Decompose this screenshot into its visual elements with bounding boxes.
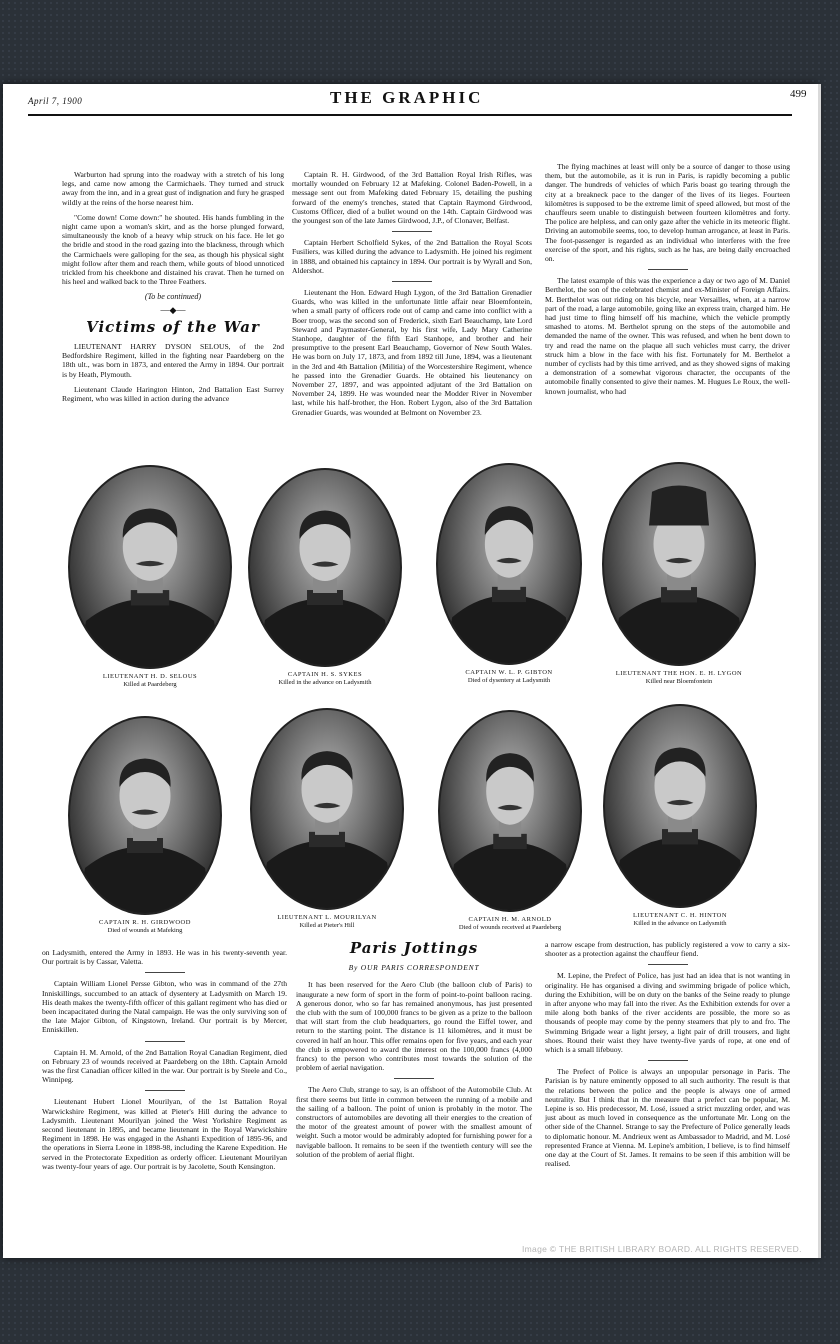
issue-date: April 7, 1900: [28, 96, 83, 106]
story-paragraph: The latest example of this was the experience a day or two ago of M. Daniel Berthelot, the son of the celebrated chemist and ex-Minister of Foreign Affairs. M. Berthelot was out riding on his bicycle, near Versailles, when, at a narrow part of the road, a large automobile, going like an express train, charged him. He had just time to fling himself off his machine, which the vehicle promptly smashed to atoms. M. Berthelot sprung on the steps of the automobile and demanded the name of the owner. This was refused, and when he bent down to try and read the name on the plaque all such vehicles must carry, the driver struck him a blow in the face with his fist. Fortunately for M. Berthelot a number of cyclists had by this time arrived, and as they showed signs of making a demonstration of a somewhat vigorous character, the occupants of the automobile finally consented to give their names. M. Hugues Le Roux, the well-known journalist, who had: [545, 276, 790, 396]
portrait-photo: [436, 463, 582, 665]
portrait-caption-note: Killed at Paardeberg: [123, 681, 177, 688]
story-paragraph: The Aero Club, strange to say, is an offshoot of the Automobile Club. At first there seems but little in common between the running of a mobile and the sailing of a balloon. The point of union is probably in the motor. The constructors of automobiles are devoting all their energies to the creation of the motor of the greatest amount of power with the smallest amount of weight. Such a motor would be admirably adopted for furnishing power for a navigable balloon. It remains to be seen if the twentieth century will see the solution of the problem of aerial flight.: [296, 1085, 532, 1159]
portrait-caption-note: Killed in the advance on Ladysmith: [633, 920, 727, 927]
portrait-photo: [603, 704, 757, 908]
portrait-photo: [250, 708, 404, 910]
portrait-5: [50, 716, 240, 935]
story-paragraph: It has been reserved for the Aero Club (the balloon club of Paris) to inaugurate a new form of sport in the form of point-to-point balloon racing. A generous donor, who so far has remained anonymous, has just presented the club with the sum of 100,000 francs to be given as a prize to the balloon that will start from the club headquarters, go round the Eiffel tower, and return to the starting point. The distance is 11 kilomètres, and it must be covered in half an hour. This offer remains open for five years, and each year the club is empowered to award the interest on the 100,000 francs (4,000 francs) to the person who contributes most towards the solution of the problem of aerial navigation.: [296, 980, 532, 1073]
page-number: 499: [790, 88, 807, 100]
obituary-paragraph: Captain R. H. Girdwood, of the 3rd Battalion Royal Irish Rifles, was mortally wounded on February 12 at Mafeking. Colonel Baden-Powell, in a message sent out from Mafeking dated February 15, detailing the pushing forward of the enemy's trenches, stated that Captain Raymond Girdwood, Customs Officer, died of a bullet wound on the 14th. Captain Girdwood was the youngest son of the late James Girdwood, J.P., of Clonaver, Belfast.: [292, 170, 532, 226]
obituary-paragraph: Lieutenant Hubert Lionel Mourilyan, of the 1st Battalion Royal Warwickshire Regiment, was killed at Pieter's Hill during the advance to Ladysmith. Lieutenant Mourilyan joined the West Yorkshire Regiment as second lieutenant in 1895, and became lieutenant in the Royal Warwickshire Regiment in 1898. He was engaged in the Ashanti Expedition of 1895-96, and the operations in Sierra Leone in 1898-98, including the Karene Expedition. He served in the Protectorate Expedition as orderly officer. Lieutenant Mourilyan was twenty-four years of age. Our portrait is by Jacolette, South Kensington.: [42, 1097, 287, 1171]
portrait-caption-name: CAPTAIN H. M. ARNOLD: [468, 916, 552, 923]
column-3-bottom: [545, 940, 790, 1174]
masthead-title: THE GRAPHIC: [330, 88, 484, 107]
column-2-top: [292, 170, 532, 423]
byline: By OUR PARIS CORRESPONDENT: [348, 963, 480, 973]
soldier-silhouette: [70, 467, 230, 667]
column-1-top: [62, 170, 284, 409]
soldier-silhouette: [250, 470, 400, 665]
portrait-caption-note: Died of wounds received at Paardeberg: [458, 924, 562, 931]
story-paragraph: M. Lepine, the Prefect of Police, has just had an idea that is not wanting in originality. He has organised a diving and swimming brigade of police which, during the Exhibition, will be on duty on the banks of the Seine ready to plunge in after anyone who may fall into the river. As the Exhibition extends for over a mile along both banks of the river accidents are possible, the more so as thousands of people may come by the penny steamers that ply to and fro. The Swimming Brigade wear a light jersey, a light pair of drill trousers, and light shoes. Round their waist they have twenty-five yards of rope, at one end of which is a small lifebuoy.: [545, 971, 790, 1055]
soldier-silhouette: [252, 710, 402, 908]
portrait-caption-name: LIEUTENANT C. H. HINTON: [632, 912, 728, 919]
divider-rule: [648, 964, 688, 965]
divider-rule: [648, 269, 688, 270]
divider-rule: [145, 1090, 185, 1091]
portrait-7: [415, 710, 605, 932]
section-heading-victims: Victims of the War: [86, 317, 260, 336]
portrait-8: [580, 704, 780, 928]
divider-rule: [392, 231, 432, 232]
soldier-silhouette: [70, 718, 220, 913]
divider-rule: [648, 1060, 688, 1061]
page-edge: [818, 84, 821, 1258]
soldier-silhouette: [440, 712, 580, 910]
copyright-watermark: Image © THE BRITISH LIBRARY BOARD. ALL RIGHTS RESERVED.: [522, 1244, 802, 1254]
portrait-caption-note: Died of dysentery at Ladysmith: [467, 677, 551, 684]
story-paragraph: "Come down! Come down:" he shouted. His hands fumbling in the night came upon a woman's skirt, and as the horse plunged forward, simultaneously the knob of a heavy whip struck on his face. He let go the bridle and stood in the road gazing into the blackness, through which the Carmichaels were galloping for the sea, as though his physical sight might follow after them and reach them, while gouts of blood unnoticed trickled from his cheekbone and distained his cravat. Then he turned on his heel and walked back to the Three Feathers.: [62, 212, 284, 287]
portrait-1: [55, 465, 245, 689]
obituary-paragraph: Captain Herbert Scholfield Sykes, of the 2nd Battalion the Royal Scots Fusiliers, was killed during the advance to Ladysmith. He joined his regiment in 1888, and obtained his captaincy in 1894. Our portrait is by Wyrall and Son, Aldershot.: [292, 238, 532, 275]
portrait-caption-name: CAPTAIN R. H. GIRDWOOD: [99, 919, 191, 926]
soldier-silhouette: [604, 464, 754, 664]
column-3-top: [545, 162, 790, 402]
portrait-caption-name: LIEUTENANT L. MOURILYAN: [277, 914, 377, 921]
divider-rule: [392, 281, 432, 282]
obituary-paragraph: Captain H. M. Arnold, of the 2nd Battalion Royal Canadian Regiment, died on February 23 of wounds received at Paardeberg on the 18th. Captain Arnold was the first Canadian officer killed in the war. Our portrait is by Steele and Co., Winnipeg.: [42, 1047, 287, 1085]
to-be-continued: (To be continued): [144, 292, 202, 302]
obituary-paragraph: Lieutenant Claude Harington Hinton, 2nd Battalion East Surrey Regiment, who was killed in action during the advance: [62, 384, 284, 404]
portrait-caption-note: Killed at Pieter's Hill: [299, 922, 355, 929]
portrait-caption-name: CAPTAIN H. S. SYKES: [287, 671, 363, 678]
story-paragraph: a narrow escape from destruction, has publicly registered a vow to carry a six-shooter as a protection against the chauffeur fiend.: [545, 940, 790, 959]
section-heading-paris-jottings: Paris Jottings: [349, 939, 479, 957]
portrait-caption-name: LIEUTENANT THE HON. E. H. LYGON: [615, 670, 743, 677]
portrait-caption-name: LIEUTENANT H. D. SELOUS: [102, 673, 198, 680]
portrait-4: [579, 462, 779, 686]
ornament-divider: —◆—: [160, 304, 186, 315]
portrait-6: [232, 708, 422, 930]
portrait-3: [414, 463, 604, 685]
portrait-photo: [68, 716, 222, 915]
obituary-paragraph: on Ladysmith, entered the Army in 1893. He was in his twenty-seventh year. Our portrait is by Cassar, Valetta.: [42, 948, 287, 967]
header-rule: [28, 114, 792, 116]
column-2-bottom: [296, 939, 532, 1165]
portrait-photo: [68, 465, 232, 669]
story-paragraph: Warburton had sprung into the roadway with a stretch of his long legs, and came now among the Carmichaels. They turned and struck away from the inn, and in a great gust of indignation and fury he grasped wildly at the reins of the horse nearest him.: [62, 170, 284, 207]
obituary-paragraph: Captain William Lionel Persse Gibton, who was in command of the 27th Inniskillings, succumbed to an attack of dysentery at Ladysmith on March 19. His death makes the twenty-fifth officer of this gallant regiment who has died or been incapacitated during the Natal campaign. He was the only surviving son of the late Major Gibton, of Kingstown, Ireland. Our portrait is by Mercer, Enniskillen.: [42, 979, 287, 1035]
divider-rule: [145, 1041, 185, 1042]
divider-rule: [394, 1078, 434, 1079]
portrait-caption-note: Died of wounds at Mafeking: [107, 927, 183, 934]
story-paragraph: The flying machines at least will only be a source of danger to those using them, but the automobile, as it is run in Paris, is rapidly becoming a public danger. The hundreds of vehicles of which Paris boast go tearing through the city at a breakneck pace to the danger of the lives of its lieges. Fourteen kilomètres is supposed to be the extreme limit of speed allowed, but most of the chauffeurs seem unable to distinguish between fourteen kilomètres and forty. The police are helpless, and can only gaze after the vehicle in its meteoric flight. Driving an automobile seems, too, to develop human arrogance, at least in Paris. The foot-passenger is regarded as an individual who interferes with the free exercise of the sport, and his rights, such as he has, are being daily encroached on.: [545, 162, 790, 264]
obituary-paragraph: Lieutenant the Hon. Edward Hugh Lygon, of the 3rd Battalion Grenadier Guards, who was killed in the unfortunate little affair near Bloemfontein, when a small party of officers rode out of camp and came into conflict with a Boer troop, was the second son of Frederick, sixth Earl Beauchamp, late Lord Steward and Paymaster-General, by his first wife, Lady Mary Catherine Stanhope, daughter of the fifth Earl Stanhope, and brother and heir presumptive to the present Earl Beauchamp, Governor of New South Wales. He was born on July 17, 1873, and from 1892 till June, 1894, was a lieutenant in the 3rd and 4th Battalion (Militia) of the Worcestershire Regiment, whence he passed into the Grenadier Guards. He obtained his lieutenancy on November 27, 1897, and was appointed adjutant of the 3rd Battalion on November 24, 1899. He was wounded near the Modder River in November last, while his half-brother, the Hon. Robert Lygon, also of the 3rd Battalion Grenadier Guards, was wounded at Belmont on November 23.: [292, 288, 532, 417]
portrait-photo: [602, 462, 756, 666]
soldier-silhouette: [605, 706, 755, 906]
divider-rule: [145, 972, 185, 973]
story-paragraph: The Prefect of Police is always an unpopular personage in Paris. The Parisian is by nature eminently opposed to all such authority. The result is that the relations between the police and the people is always one of armed neutrality. But I think that in the measure that a prefect can be popular, M. Lepine is so. His predecessor, M. Losé, issued a strict muzzling order, and was just about as much loved in consequence as the unfortunate Mr. Long on the other side of the Channel. Strange to say the Prefecture of Police generally leads to diplomatic honour. M. Andrieux went as Ambassador to Madrid, and M. Losé represented France at Vienna. M. Lepine's ambition, I believe, is to find himself one day at the Court of St. James. It remains to be seen if this ambition will be realised.: [545, 1067, 790, 1169]
portrait-photo: [438, 710, 582, 912]
portrait-caption-note: Killed near Bloemfontein: [645, 678, 713, 685]
soldier-silhouette: [438, 465, 580, 663]
portrait-caption-name: CAPTAIN W. L. P. GIBTON: [465, 669, 553, 676]
obituary-paragraph: LIEUTENANT HARRY DYSON SELOUS, of the 2nd Bedfordshire Regiment, killed in the fighting near Paardeberg on the 18th ult., was born in 1873, and entered the Army in 1894. Our portrait is by Heath, Plymouth.: [62, 342, 284, 379]
column-1-bottom: [42, 948, 287, 1177]
portrait-caption-note: Killed in the advance on Ladysmith: [278, 679, 372, 686]
portrait-photo: [248, 468, 402, 667]
portrait-2: [230, 468, 420, 687]
